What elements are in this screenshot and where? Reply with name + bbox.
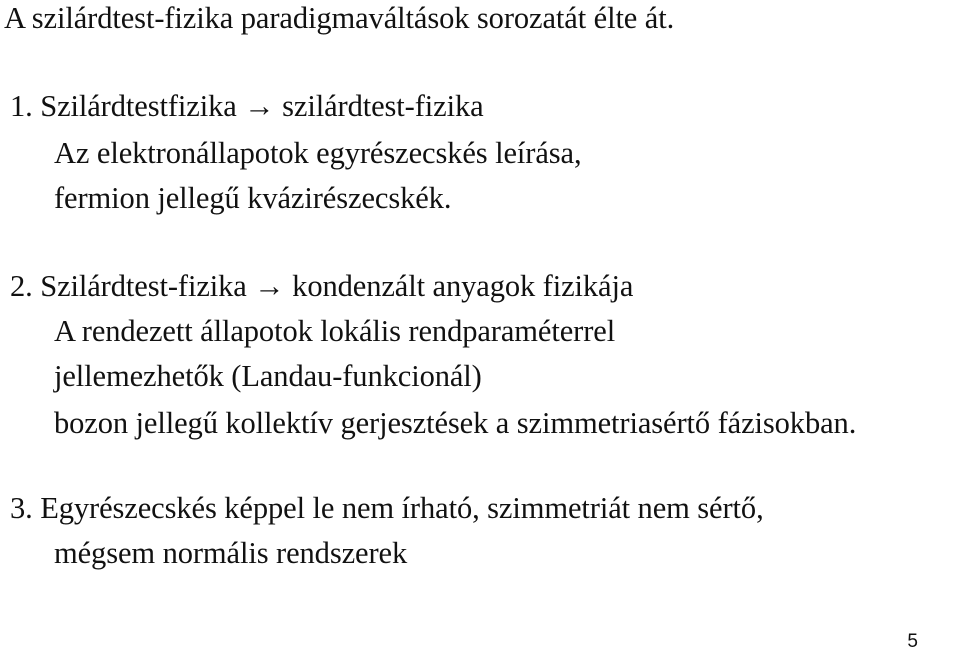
section-3-heading: 3. Egyrészecskés képpel le nem írható, szimmetriát nem sértő, — [10, 491, 764, 525]
intro-line: A szilárdtest-fizika paradigmaváltások sorozatát élte át. — [4, 1, 675, 35]
section-2-line-2: jellemezhetők (Landau-funkcionál) — [54, 359, 482, 393]
section-1-line-2: fermion jellegű kvázirészecskék. — [54, 181, 452, 215]
page-number: 5 — [907, 631, 918, 652]
section-2-line-3: bozon jellegű kollektív gerjesztések a szimmetriasértő fázisokban. — [54, 406, 857, 440]
section-2-heading: 2. Szilárdtest-fizika → kondenzált anyagok fizikája — [10, 269, 634, 303]
section-1-line-1: Az elektronállapotok egyrészecskés leírása, — [54, 136, 582, 170]
section-2-line-1: A rendezett állapotok lokális rendparaméterrel — [54, 314, 616, 348]
section-1-heading: 1. Szilárdtestfizika → szilárdtest-fizika — [10, 89, 484, 123]
section-3-line-1: mégsem normális rendszerek — [54, 536, 408, 570]
